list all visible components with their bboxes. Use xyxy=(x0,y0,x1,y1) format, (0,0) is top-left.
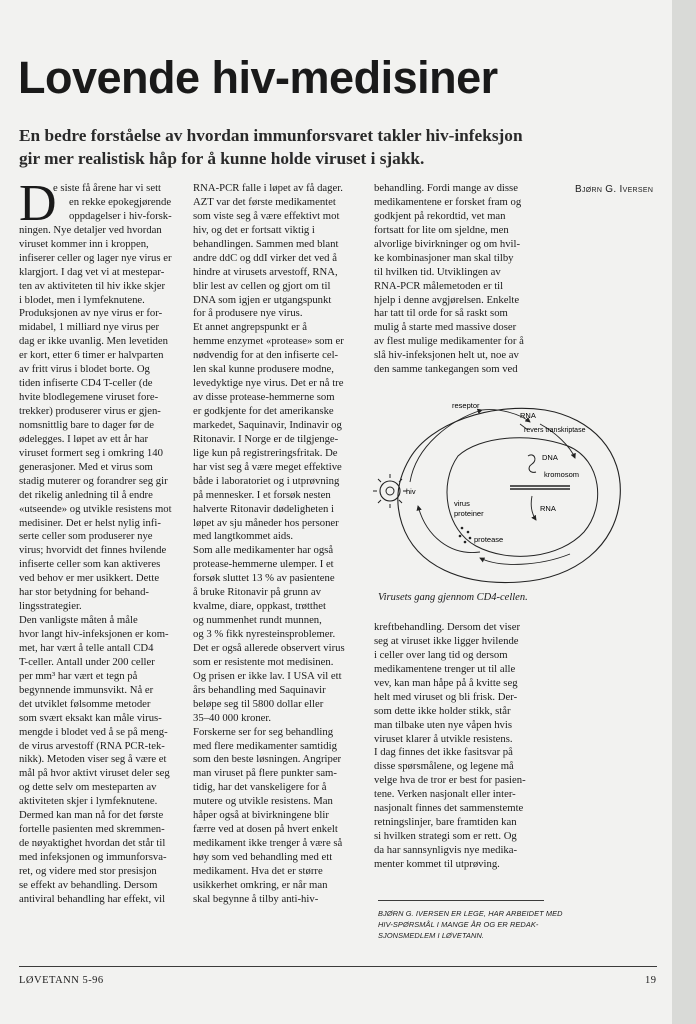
text-line: behandlingen. Sammen med blant xyxy=(193,237,339,250)
text-line: håper også at bivirkningene blir xyxy=(193,809,329,822)
text-line: er kort, etter 6 timer er halvparten xyxy=(19,349,164,362)
text-line: midabel, 1 milliard nye virus per xyxy=(19,321,160,334)
text-line: mulig å starte med massive doser xyxy=(374,321,517,334)
article-column-1 xyxy=(19,175,189,907)
text-line: usikkerhet omkring, er når man xyxy=(193,878,328,891)
text-line: med langtkommet aids. xyxy=(193,530,294,543)
text-line: lige kun på registreringsfritak. De xyxy=(193,446,338,459)
text-line: RNA-PCR falle i løpet av få dager. xyxy=(193,182,343,194)
text-line: å bruke Ritonavir på grunn av xyxy=(193,586,321,599)
text-line: som er resistente mot medisinen. xyxy=(193,655,334,668)
text-line: fortsatt for lite om sjeldne, men xyxy=(374,223,509,236)
text-line: da har sannsynligvis nye medika- xyxy=(374,844,518,856)
text-line: antiviral behandling har effekt, vil xyxy=(19,892,166,905)
text-line: e siste få årene har vi sett xyxy=(53,182,162,194)
diagram-caption: Virusets gang gjennom CD4-cellen. xyxy=(378,592,528,603)
text-line: og 3 % fikk nyresteinsproblemer. xyxy=(193,628,336,640)
text-line: Et annet angrepspunkt er å xyxy=(193,321,307,334)
text-line: hjelp i denne avgjørelsen. Enkelte xyxy=(374,293,520,306)
text-line: ødelegges. I løpet av ett år har xyxy=(19,432,149,445)
text-line: hvite blodlegemene viruset fore- xyxy=(19,391,159,404)
text-line: det utviklet følsomme metoder xyxy=(19,697,151,710)
text-line: begynnende immunsvikt. Nå er xyxy=(19,683,154,696)
text-line: løpet av sju måneder hos personer xyxy=(193,516,339,529)
page-edge xyxy=(672,0,696,1024)
text-line: infiserer celler og lager nye virus er xyxy=(19,251,172,264)
virus-cycle-diagram xyxy=(370,396,632,588)
text-line: medikament. Hva det er større xyxy=(193,864,323,877)
text-line: serte celler som produserer nye xyxy=(19,530,153,543)
text-line: tiden infiserte CD4 T-celler (de xyxy=(19,377,153,390)
rna-arrow xyxy=(531,496,536,520)
label-kromosom: kromosom xyxy=(544,470,580,479)
text-line: si hvilken strategi som er rett. Og xyxy=(374,830,517,843)
text-line: levedyktige nye virus. Det er nå tre xyxy=(193,377,344,390)
text-line: se effekt av behandling. Dersom xyxy=(19,878,158,891)
text-line: ten av aktiviteten til hiv ikke skjer xyxy=(19,279,166,292)
text-line: de virus arvestoff (RNA PCR-tek- xyxy=(19,739,165,752)
text-line: AZT var det første medikamentet xyxy=(193,195,336,208)
text-line: som den beste løsningen. Angriper xyxy=(193,753,342,766)
text-line: hvor langt hiv-infeksjonen er kom- xyxy=(19,628,169,640)
text-line: viruset kommer inn i kroppen, xyxy=(19,237,149,250)
text-line: T-celler. Antall under 200 celler xyxy=(19,655,155,668)
text-line: Ritonavir. I Norge er de tilgjenge- xyxy=(193,432,339,445)
text-line: nødvendig for at den infiserte cel- xyxy=(193,349,339,362)
footer-magazine: LØVETANN 5-96 xyxy=(19,975,104,986)
text-line: til hvilken tid. Utviklingen av xyxy=(374,265,501,278)
text-line: ke kombinasjoner man skal tilby xyxy=(374,251,514,264)
text-line: medikament ikke trenger å være så xyxy=(193,837,343,850)
text-line: Som alle medikamenter har også xyxy=(193,544,334,557)
text-line: av disse protease-hemmerne som xyxy=(193,391,335,404)
label-dna: DNA xyxy=(542,453,558,462)
text-line: medisiner. Det er helst nylig infi- xyxy=(19,516,161,529)
text-line: infiserte celler som kan aktiveres xyxy=(19,558,161,571)
text-line: og nummenhet rundt munnen, xyxy=(193,614,322,627)
text-line: Dermed kan man nå for det første xyxy=(19,809,164,822)
subtitle: En bedre forståelse av hvordan immunforsvaret takler hiv-infeksjon gir mer realistisk håp for å kunne holde viruset i sjakk. xyxy=(19,126,523,168)
text-line: trekker) produserer virus er gjen- xyxy=(19,405,161,417)
text-line: viruset klarer å utvikle resistens. xyxy=(374,732,513,745)
label-reseptor: reseptor xyxy=(452,401,480,410)
text-line: års behandling med Saquinavir xyxy=(193,683,326,696)
text-line: RNA-PCR målemetoden er til xyxy=(374,279,504,292)
text-line: færre ved at dosen på hvert enkelt xyxy=(193,823,338,836)
text-line: blir lest av cellen og gjort om til xyxy=(193,279,331,292)
text-line: hemme enzymet «protease» som er xyxy=(193,335,344,348)
text-line: kvalme, diare, oppkast, trøtthet xyxy=(193,600,326,613)
text-line: har tatt til orde for så raskt som xyxy=(374,307,508,320)
text-line: retningslinjer, bare framtiden kan xyxy=(374,816,517,829)
text-line: mål på hvor aktivt viruset deler seg xyxy=(19,767,170,780)
drop-cap: D xyxy=(19,175,57,232)
text-line: tidig, har det vanskeligere for å xyxy=(193,781,327,794)
protein-dots xyxy=(459,527,472,544)
text-line: protease-hemmerne ulemper. I et xyxy=(193,558,334,571)
text-line: Produksjonen av nye virus er for- xyxy=(19,307,163,320)
text-line: i blodet, men i lymfeknutene. xyxy=(19,293,145,306)
hiv-virus-icon xyxy=(373,474,407,508)
text-line: stadig muterer og forandrer seg gir xyxy=(19,474,168,487)
text-line: markedet, Saquinavir, Indinavir og xyxy=(193,418,342,431)
text-line: seg at viruset ikke ligger hvilende xyxy=(374,634,519,647)
text-line: som svært eksakt kan måle virus- xyxy=(19,711,162,724)
article-column-3-top xyxy=(374,182,546,377)
text-line: en rekke epokegjørende xyxy=(69,195,172,208)
text-line: har stor betydning for behand- xyxy=(19,586,149,599)
text-line: godkjent på rekordtid, vet man xyxy=(374,209,506,222)
text-line: dag er ikke uvanlig. Men levetiden xyxy=(19,335,168,348)
text-line: velge hva de tror er best for pasien- xyxy=(374,774,526,787)
label-rna-mid: RNA xyxy=(540,504,556,513)
headline: Lovende hiv-medisiner xyxy=(18,52,498,103)
text-line: man viruset på flere punkter sam- xyxy=(193,767,337,780)
text-line: både i laboratoriet og i utprøvning xyxy=(193,474,340,487)
text-line: ved behov er mer usikkert. Dette xyxy=(19,572,160,585)
text-line: hindre at virusets arvestoff, RNA, xyxy=(193,265,338,278)
text-line: generasjoner. Med et virus som xyxy=(19,460,153,473)
text-line: helt med viruset og bli frisk. Der- xyxy=(374,690,518,703)
text-line: slå hiv-infeksjonen helt ut, noe av xyxy=(374,349,519,362)
text-line: andre ddC og ddI virker det ved å xyxy=(193,251,337,264)
text-line: per mm³ har vært et tegn på xyxy=(19,669,138,682)
text-line: med flere medikamenter samtidig xyxy=(193,739,337,752)
text-line: I dag finnes det ikke fasitsvar på xyxy=(374,746,513,759)
text-line: kreftbehandling. Dersom det viser xyxy=(374,621,521,633)
author-byline: Bjørn G. Iversen xyxy=(575,184,654,195)
text-line: man tilbake uten nye våpen hvis xyxy=(374,718,513,731)
text-line: DNA som igjen er utgangspunkt xyxy=(193,293,332,306)
text-line: menter kommet til utprøving. xyxy=(374,857,500,870)
text-line: ret, og videre med stor presisjon xyxy=(19,864,157,877)
text-line: av flest mulige medikamenter for å xyxy=(374,335,524,348)
text-line: 35–40 000 kroner. xyxy=(193,711,272,724)
text-line: Det er også allerede observert virus xyxy=(193,641,345,654)
bio-rule xyxy=(378,900,544,901)
page-number: 19 xyxy=(645,975,657,986)
text-line: len skal kunne produsere modne, xyxy=(193,363,334,376)
text-line: medikamentene trenger ut til alle xyxy=(374,662,516,675)
text-line: som dette ikke holder stikk, står xyxy=(374,704,511,717)
text-line: Forskerne ser for seg behandling xyxy=(193,725,334,738)
text-line: oppdagelser i hiv-forsk- xyxy=(69,209,172,222)
text-line: medikamentene er forsket fram og xyxy=(374,195,522,208)
chromosome xyxy=(510,486,570,489)
text-line: tene. Verken nasjonalt eller inter- xyxy=(374,788,516,801)
text-line: Den vanligste måten å måle xyxy=(19,614,138,627)
text-line: beløpe seg til 5800 dollar eller xyxy=(193,697,324,710)
text-line: det rikelig anledning til å endre xyxy=(19,488,153,501)
text-line: nikk). Metoden viser seg å være et xyxy=(19,753,167,766)
text-line: vev, kan man håpe på å kvitte seg xyxy=(374,676,518,689)
footer-rule xyxy=(19,966,657,967)
text-line: er godkjente for det amerikanske xyxy=(193,405,334,417)
text-line: for å produsere nye virus. xyxy=(193,307,303,320)
label-proteiner: proteiner xyxy=(454,509,484,518)
label-rna-top: RNA xyxy=(520,411,536,420)
text-line: og dette selv om mesteparten av xyxy=(19,781,157,794)
text-line: aktiviteten skjer i lymfeknutene. xyxy=(19,795,158,808)
label-hiv: hiv xyxy=(406,487,416,496)
text-line: ningen. Nye detaljer ved hvordan xyxy=(19,223,162,236)
text-line: forsøk sluttet 13 % av pasientene xyxy=(193,572,335,585)
text-line: de nøyaktighet hvordan det står til xyxy=(19,837,166,850)
text-line: hiv, og det er fortsatt viktig i xyxy=(193,223,315,236)
text-line: nomsnittlig bare to dager før de xyxy=(19,418,155,431)
text-line: har vist seg å være meget effektive xyxy=(193,460,342,473)
article-column-3-bottom xyxy=(374,621,526,872)
text-line: med infeksjonen og immunforsva- xyxy=(19,851,167,863)
text-line: mutere og utvikle resistens. Man xyxy=(193,795,333,808)
text-line: virus; hvorvidt det finnes hvilende xyxy=(19,544,167,557)
text-line: behandling. Fordi mange av disse xyxy=(374,182,518,194)
text-line: av fritt virus i blodet borte. Og xyxy=(19,363,150,376)
text-line: Og prisen er ikke lav. I USA vil ett xyxy=(193,669,342,682)
label-virus: virus xyxy=(454,499,470,508)
text-line: viruset formert seg i omkring 140 xyxy=(19,446,163,459)
protease-arrow xyxy=(480,554,570,564)
text-line: disse spørsmålene, og legene må xyxy=(374,760,514,773)
text-line: høy som ved behandling med ett xyxy=(193,851,333,863)
dna-strand-icon xyxy=(528,455,536,472)
text-line: fortelle pasienten med skremmen- xyxy=(19,823,165,836)
text-line: som viste seg å være effektivt mot xyxy=(193,209,340,222)
text-line: den samme tankegangen som ved xyxy=(374,363,518,376)
label-revers: revers transkriptase xyxy=(524,427,586,434)
text-line: på mennesker. I et forsøk nesten xyxy=(193,488,331,501)
text-line: alvorlige bivirkninger og om hvil- xyxy=(374,237,521,250)
text-line: lingsstrategier. xyxy=(19,600,82,613)
text-line: mengde i blodet ved å se på meng- xyxy=(19,725,168,738)
text-line: «utseende» og utvikle resistens mot xyxy=(19,502,172,515)
text-line: klargjort. I dag vet vi at mestepar- xyxy=(19,265,165,278)
text-line: met, har vært å telle antall CD4 xyxy=(19,641,154,654)
infection-arrow xyxy=(410,410,482,482)
article-column-2 xyxy=(193,182,363,907)
text-line: skal begynne å tilby anti-hiv- xyxy=(193,892,319,905)
text-line: halverte Ritonavir dødeligheten i xyxy=(193,502,334,515)
text-line: nasjonalt finnes det sammenstemte xyxy=(374,802,524,815)
text-line: i celler over lang tid og dersom xyxy=(374,648,508,661)
author-bio: BJØRN G. IVERSEN ER LEGE, HAR ARBEIDET MED HIV-SPØRSMÅL I MANGE ÅR OG ER REDAK- SJONSMEDLEM I LØVETANN. xyxy=(378,909,563,941)
label-protease: protease xyxy=(474,535,504,544)
